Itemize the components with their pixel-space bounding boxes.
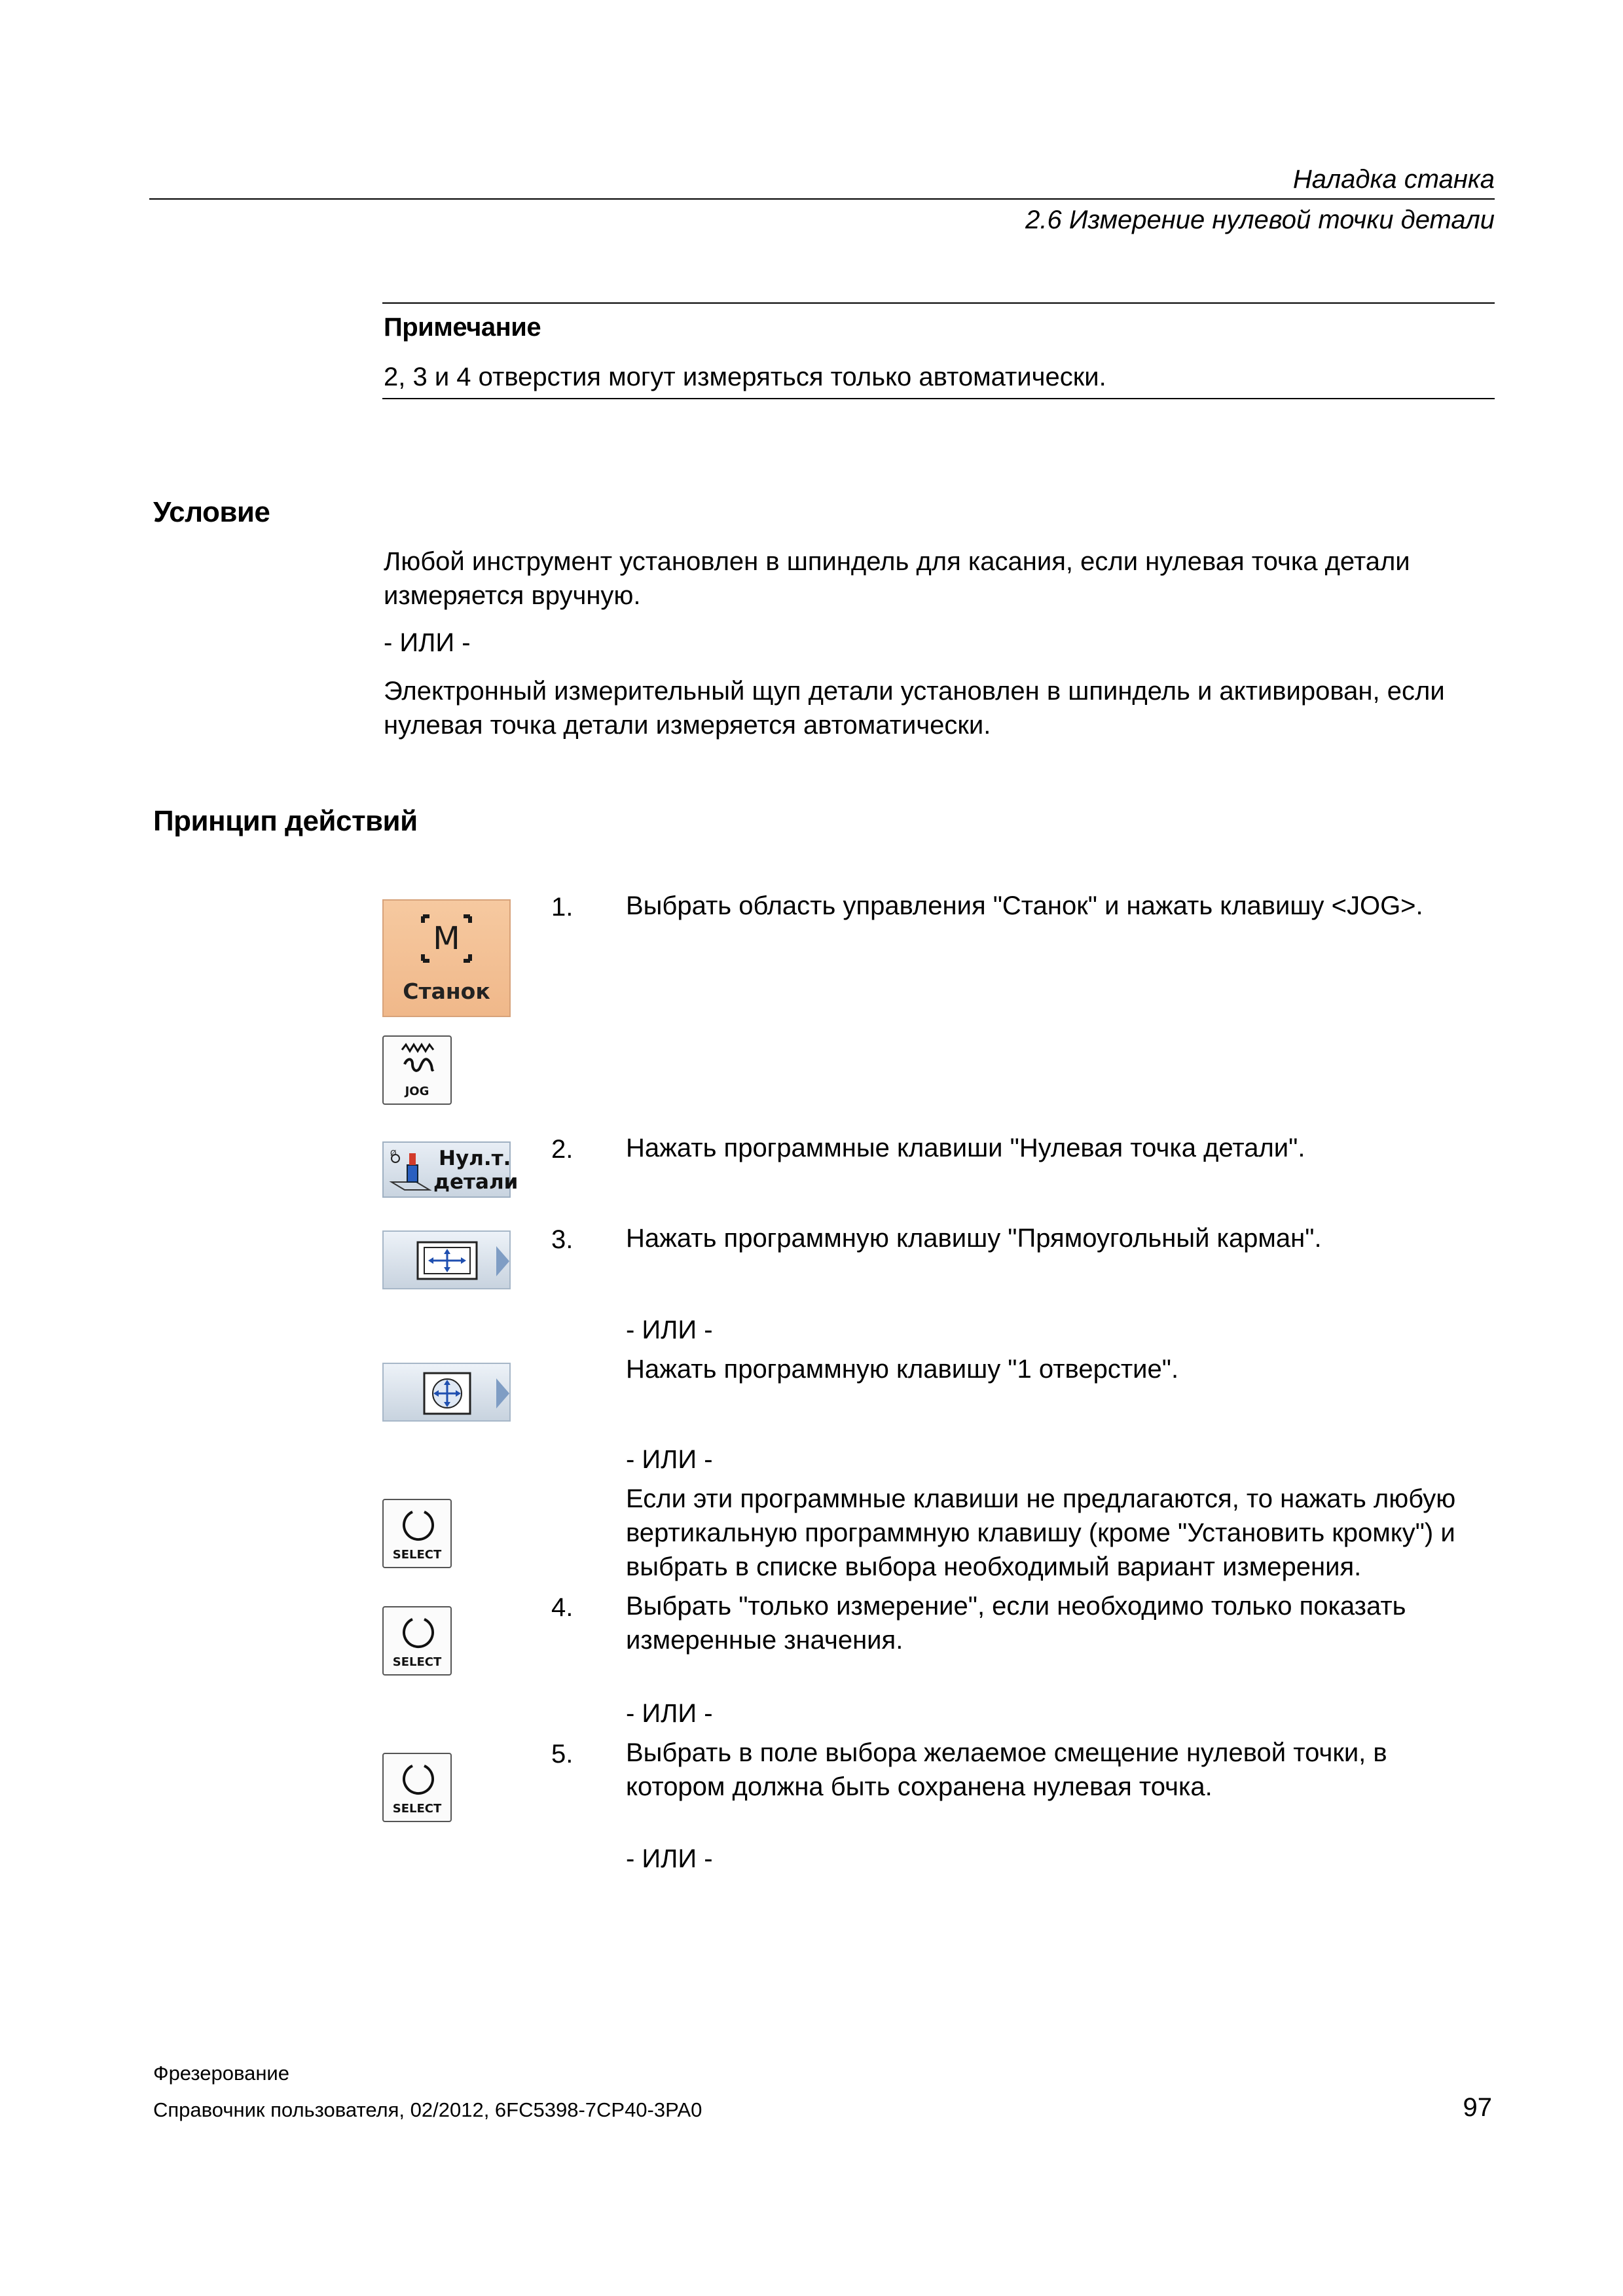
machine-label: Станок <box>403 978 490 1004</box>
select-label: SELECT <box>392 1548 442 1562</box>
step5-line2: котором должна быть сохранена нулевая точка. <box>626 1772 1213 1801</box>
select-key-icon <box>382 1753 452 1822</box>
note-bottom-rule <box>382 398 1495 399</box>
step3-text: Нажать программную клавишу "Прямоугольный карман". <box>626 1224 1322 1253</box>
header-section: 2.6 Измерение нулевой точки детали <box>1025 206 1495 234</box>
step3c-line1: Если эти программные клавиши не предлагаются, то нажать любую <box>626 1484 1456 1513</box>
select-label: SELECT <box>392 1802 442 1816</box>
or-separator: - ИЛИ - <box>626 1445 713 1474</box>
footer-line1: Фрезерование <box>153 2062 289 2085</box>
svg-text:Ø: Ø <box>390 1149 397 1158</box>
step5-line1: Выбрать в поле выбора желаемое смещение нулевой точки, в <box>626 1738 1387 1767</box>
rectangular-pocket-icon <box>382 1230 511 1289</box>
svg-text:M: M <box>433 920 460 957</box>
step4-line1: Выбрать "только измерение", если необходимо только показать <box>626 1592 1406 1621</box>
nullpoint-line1: Нул.т. <box>439 1147 511 1170</box>
header-rule <box>149 198 1495 200</box>
step3-number: 3. <box>551 1225 574 1254</box>
step5-number: 5. <box>551 1740 574 1768</box>
nullpoint-line2: детали <box>433 1170 519 1194</box>
select-key-icon <box>382 1606 452 1676</box>
or-separator: - ИЛИ - <box>626 1844 713 1873</box>
step4-number: 4. <box>551 1593 574 1622</box>
workpiece-zero-icon <box>382 1141 519 1198</box>
step2-number: 2. <box>551 1135 574 1164</box>
one-hole-icon <box>382 1363 511 1422</box>
note-top-rule <box>382 302 1495 304</box>
step3c-line3: выбрать в списке выбора необходимый вариант измерения. <box>626 1552 1362 1581</box>
note-title: Примечание <box>384 313 541 342</box>
or-separator: - ИЛИ - <box>626 1699 713 1728</box>
select-label: SELECT <box>392 1655 442 1669</box>
condition-para2-line1: Электронный измерительный щуп детали установлен в шпиндель и активирован, если <box>384 677 1445 706</box>
step1-number: 1. <box>551 893 574 922</box>
step1-text: Выбрать область управления "Станок" и нажать клавишу <JOG>. <box>626 891 1423 920</box>
condition-or: - ИЛИ - <box>384 628 471 657</box>
machine-area-icon <box>382 899 511 1017</box>
jog-label: JOG <box>405 1085 429 1098</box>
machine-glyph <box>384 914 509 967</box>
condition-para2-line2: нулевая точка детали измеряется автоматически. <box>384 711 991 740</box>
step3c-line2: вертикальную программную клавишу (кроме "Установить кромку") и <box>626 1518 1455 1547</box>
header-chapter: Наладка станка <box>1292 165 1495 194</box>
condition-para1-line2: измеряется вручную. <box>384 581 641 610</box>
jog-key-icon <box>382 1035 452 1105</box>
select-key-icon <box>382 1499 452 1568</box>
note-text: 2, 3 и 4 отверстия могут измеряться только автоматически. <box>384 363 1106 391</box>
page-number: 97 <box>1463 2093 1492 2122</box>
footer-line2: Справочник пользователя, 02/2012, 6FC5398-7CP40-3PA0 <box>153 2098 702 2121</box>
or-separator: - ИЛИ - <box>626 1316 713 1344</box>
step3b-text: Нажать программную клавишу "1 отверстие". <box>626 1355 1179 1384</box>
condition-heading: Условие <box>153 496 270 528</box>
condition-para1-line1: Любой инструмент установлен в шпиндель для касания, если нулевая точка детали <box>384 547 1410 576</box>
step2-text: Нажать программные клавиши "Нулевая точка детали". <box>626 1134 1305 1162</box>
step4-line2: измеренные значения. <box>626 1626 903 1655</box>
procedure-heading: Принцип действий <box>153 805 418 837</box>
